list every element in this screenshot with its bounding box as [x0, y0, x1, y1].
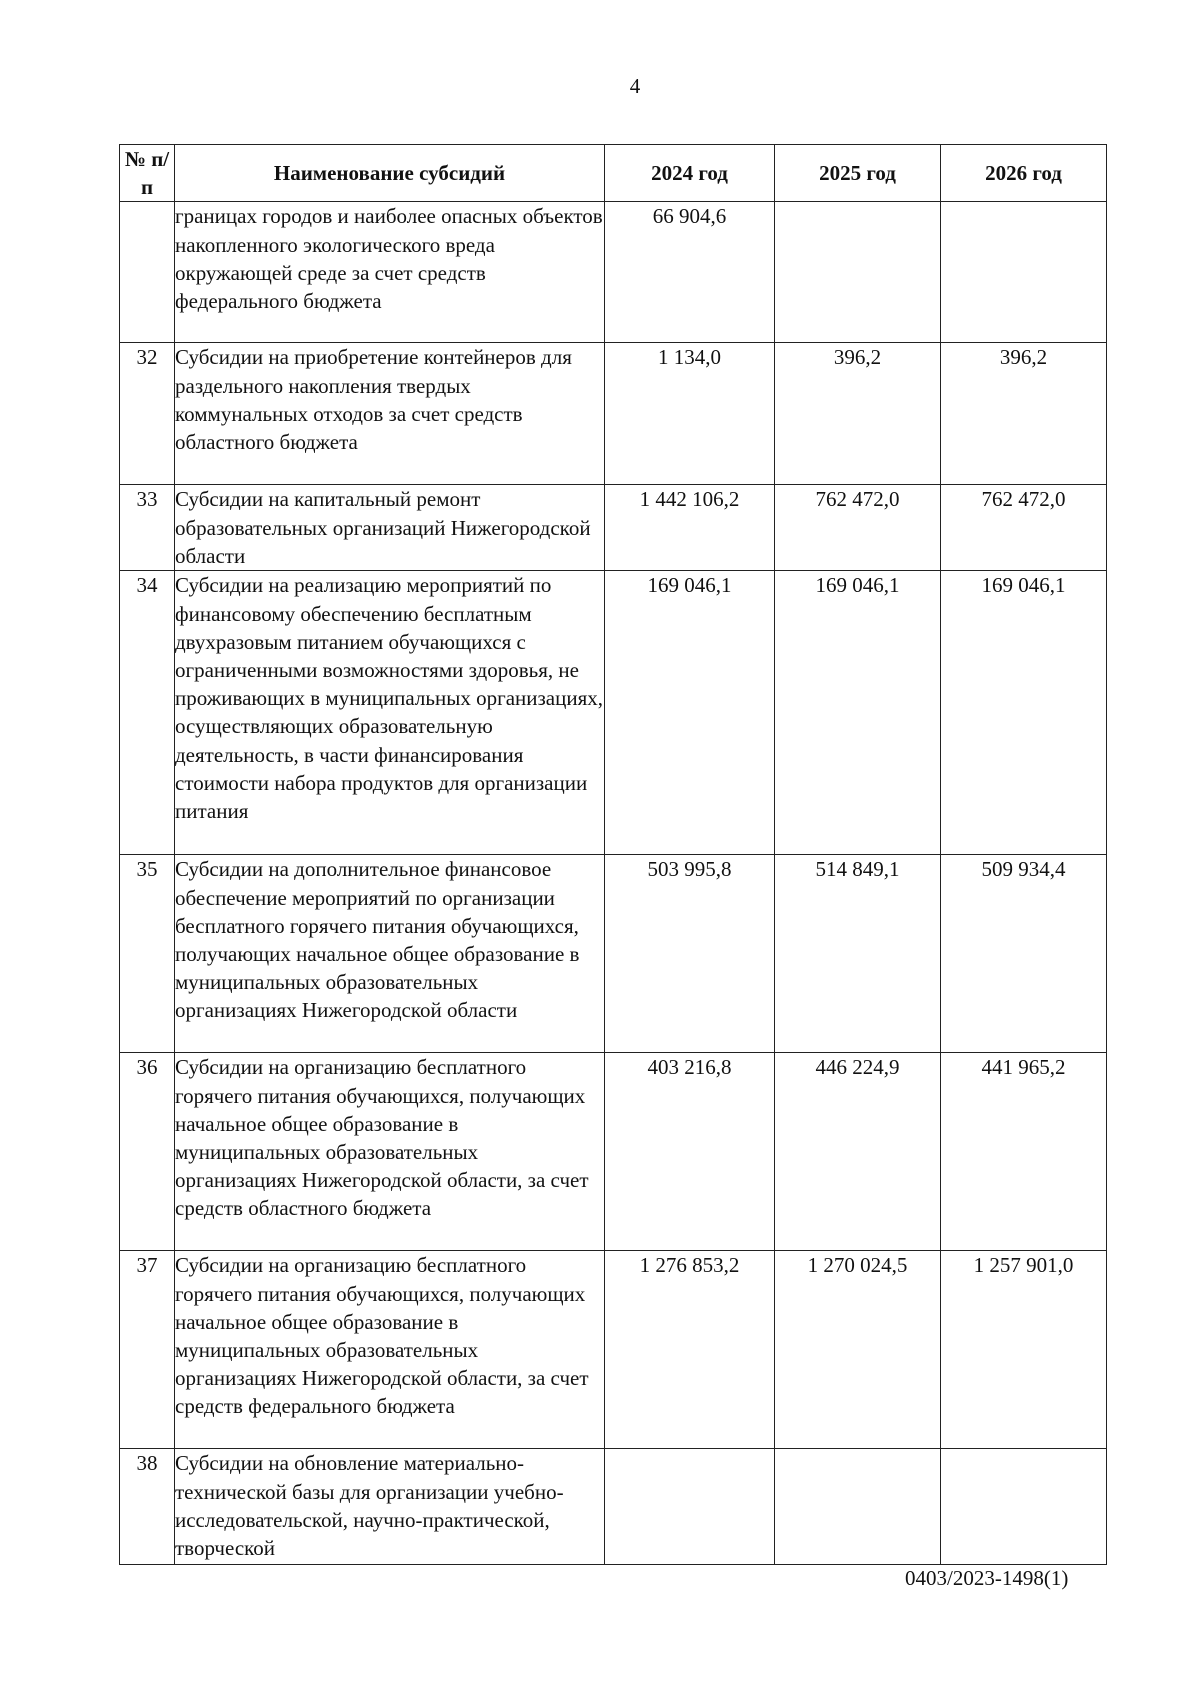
row-num: 32 [120, 343, 175, 485]
subsidies-table [119, 144, 1107, 1565]
row-value-2025: 446 224,9 [775, 1053, 941, 1251]
row-value-2024: 503 995,8 [605, 855, 775, 1053]
document-code: 0403/2023-1498(1) [905, 1566, 1069, 1590]
row-num: 38 [120, 1449, 175, 1565]
row-value-2024: 66 904,6 [605, 202, 775, 343]
row-name: Субсидии на организацию бесплатного горячего питания обучающихся, получающих начальное общее образование в муниципальных образовательных организациях Нижегородской области, за счет средств областного бюджета [175, 1053, 605, 1251]
row-value-2024 [605, 1449, 775, 1565]
row-num: 35 [120, 855, 175, 1053]
row-name: границах городов и наиболее опасных объектов накопленного экологического вреда окружающей среде за счет средств федерального бюджета [175, 202, 605, 343]
row-name: Субсидии на обновление материально-технической базы для организации учебно-исследовательской, научно-практической, творческой [175, 1449, 605, 1565]
header-2026: 2026 год [941, 145, 1107, 202]
table-row [120, 1449, 1107, 1565]
row-value-2026: 169 046,1 [941, 571, 1107, 855]
row-value-2024: 403 216,8 [605, 1053, 775, 1251]
row-name: Субсидии на капитальный ремонт образовательных организаций Нижегородской области [175, 485, 605, 571]
table-row [120, 485, 1107, 571]
row-num: 34 [120, 571, 175, 855]
row-value-2025: 396,2 [775, 343, 941, 485]
row-name: Субсидии на приобретение контейнеров для раздельного накопления твердых коммунальных отходов за счет средств областного бюджета [175, 343, 605, 485]
row-value-2026: 396,2 [941, 343, 1107, 485]
row-name: Субсидии на дополнительное финансовое обеспечение мероприятий по организации бесплатного горячего питания обучающихся, получающих начальное общее образование в муниципальных образовательных организациях Нижегородской области [175, 855, 605, 1053]
table-row [120, 855, 1107, 1053]
row-name: Субсидии на реализацию мероприятий по финансовому обеспечению бесплатным двухразовым питанием обучающихся с ограниченными возможностями здоровья, не проживающих в муниципальных организациях, осуществляющих образовательную деятельность, в части финансирования стоимости набора продуктов для организации питания [175, 571, 605, 855]
table-row [120, 343, 1107, 485]
row-value-2024: 169 046,1 [605, 571, 775, 855]
row-value-2025 [775, 1449, 941, 1565]
table-row [120, 571, 1107, 855]
row-value-2025: 514 849,1 [775, 855, 941, 1053]
header-name: Наименование субсидий [175, 145, 605, 202]
table-row [120, 202, 1107, 343]
row-num: 36 [120, 1053, 175, 1251]
row-num: 33 [120, 485, 175, 571]
table-header-row [120, 145, 1107, 202]
row-value-2024: 1 442 106,2 [605, 485, 775, 571]
row-value-2024: 1 134,0 [605, 343, 775, 485]
page-number: 4 [629, 74, 641, 98]
table-row [120, 1251, 1107, 1449]
header-2024: 2024 год [605, 145, 775, 202]
row-num [120, 202, 175, 343]
row-value-2026: 509 934,4 [941, 855, 1107, 1053]
row-name: Субсидии на организацию бесплатного горячего питания обучающихся, получающих начальное общее образование в муниципальных образовательных организациях Нижегородской области, за счет средств федерального бюджета [175, 1251, 605, 1449]
row-value-2026 [941, 202, 1107, 343]
row-value-2026: 1 257 901,0 [941, 1251, 1107, 1449]
header-num: № п/п [120, 145, 175, 202]
row-value-2026: 441 965,2 [941, 1053, 1107, 1251]
row-value-2025 [775, 202, 941, 343]
row-value-2025: 1 270 024,5 [775, 1251, 941, 1449]
header-2025: 2025 год [775, 145, 941, 202]
row-value-2025: 169 046,1 [775, 571, 941, 855]
row-value-2024: 1 276 853,2 [605, 1251, 775, 1449]
row-num: 37 [120, 1251, 175, 1449]
table-row [120, 1053, 1107, 1251]
row-value-2025: 762 472,0 [775, 485, 941, 571]
row-value-2026 [941, 1449, 1107, 1565]
row-value-2026: 762 472,0 [941, 485, 1107, 571]
